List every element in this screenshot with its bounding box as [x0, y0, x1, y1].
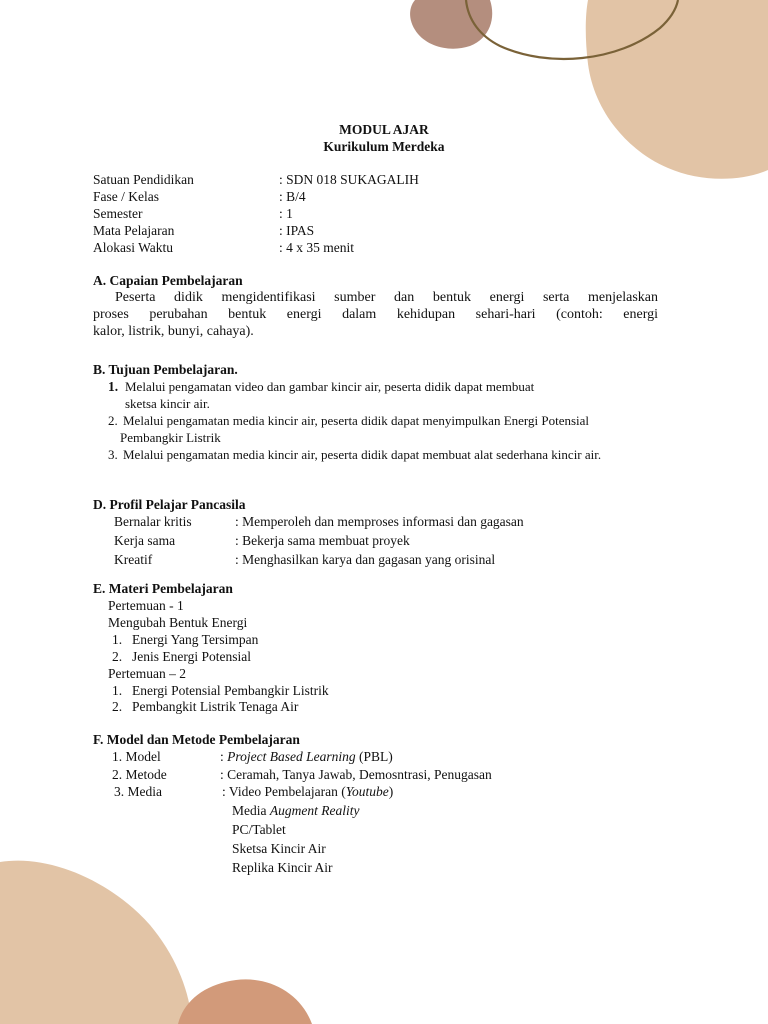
section-a-heading: A. Capaian Pembelajaran — [93, 273, 243, 288]
identity-value: : B/4 — [279, 189, 306, 204]
media-item — [232, 802, 359, 819]
identity-value: : IPAS — [279, 223, 315, 238]
section-d-heading: D. Profil Pelajar Pancasila — [93, 497, 246, 512]
media-prefix: : Video Pembelajaran ( — [222, 784, 346, 799]
identity-label: Satuan Pendidikan — [93, 172, 194, 187]
media-youtube: Youtube — [345, 784, 389, 799]
identity-label: Mata Pelajaran — [93, 223, 175, 238]
list-item-text: Jenis Energi Potensial — [132, 649, 251, 664]
list-number: 1. — [112, 632, 123, 647]
list-number: 1. — [112, 683, 123, 698]
model-label: 1. Model — [112, 749, 161, 764]
model-name: Project Based Learning — [227, 749, 356, 764]
list-item-text: Energi Yang Tersimpan — [132, 632, 259, 647]
media-item: Sketsa Kincir Air — [232, 841, 326, 856]
identity-value: : 4 x 35 menit — [279, 240, 354, 255]
model-value — [220, 748, 393, 765]
list-number: 1. — [108, 379, 119, 394]
identity-label: Alokasi Waktu — [93, 240, 174, 255]
section-b-heading: B. Tujuan Pembelajaran. — [93, 362, 238, 377]
media-label: 3. Media — [114, 784, 162, 799]
meeting-label: Pertemuan - 1 — [108, 598, 184, 613]
media-suffix: ) — [388, 784, 394, 799]
list-number: 2. — [108, 413, 118, 428]
profile-value: : Memperoleh dan memproses informasi dan gagasan — [235, 514, 524, 529]
identity-label: Semester — [93, 206, 143, 221]
media-value — [222, 783, 393, 800]
model-colon: : — [220, 749, 228, 764]
metode-label: 2. Metode — [112, 767, 167, 782]
list-item-text: sketsa kincir air. — [125, 396, 210, 411]
list-number: 2. — [112, 699, 123, 714]
section-a-line: proses perubahan bentuk energi dalam kehidupan sehari-hari (contoh: energi — [93, 307, 658, 322]
media-item: PC/Tablet — [232, 822, 286, 837]
profile-label: Bernalar kritis — [114, 514, 192, 529]
document-title: MODUL AJAR — [339, 122, 429, 137]
list-item-text: Melalui pengamatan media kincir air, peserta didik dapat membuat alat sederhana kincir air. — [123, 447, 602, 462]
meeting-label: Pertemuan – 2 — [108, 666, 186, 681]
profile-label: Kreatif — [114, 552, 153, 567]
section-e-heading: E. Materi Pembelajaran — [93, 581, 233, 596]
section-a-line: kalor, listrik, bunyi, cahaya). — [93, 324, 254, 339]
metode-value: : Ceramah, Tanya Jawab, Demosntrasi, Penugasan — [220, 767, 492, 782]
list-item-text: Melalui pengamatan media kincir air, peserta didik dapat menyimpulkan Energi Potensial — [123, 413, 590, 428]
list-item-text: Pembangkit Listrik Tenaga Air — [132, 699, 299, 714]
list-item-text: Energi Potensial Pembangkir Listrik — [132, 683, 329, 698]
list-number: 2. — [112, 649, 123, 664]
profile-value: : Menghasilkan karya dan gagasan yang orisinal — [235, 552, 496, 567]
profile-value: : Bekerja sama membuat proyek — [235, 533, 410, 548]
profile-label: Kerja sama — [114, 533, 176, 548]
identity-value: : SDN 018 SUKAGALIH — [279, 172, 419, 187]
list-item-text: Pembangkir Listrik — [120, 430, 221, 445]
topic-label: Mengubah Bentuk Energi — [108, 615, 248, 630]
section-a-line: Peserta didik mengidentifikasi sumber dan bentuk energi serta menjelaskan — [115, 290, 658, 305]
identity-label: Fase / Kelas — [93, 189, 159, 204]
section-f-heading: F. Model dan Metode Pembelajaran — [93, 732, 300, 747]
identity-value: : 1 — [279, 206, 293, 221]
document-subtitle: Kurikulum Merdeka — [323, 139, 445, 154]
model-abbrev: (PBL) — [355, 749, 393, 764]
list-item-text: Melalui pengamatan video dan gambar kincir air, peserta didik dapat membuat — [125, 379, 535, 394]
media-ar-name: Augment Reality — [269, 803, 360, 818]
list-number: 3. — [108, 447, 118, 462]
media-item: Replika Kincir Air — [232, 860, 333, 875]
media-ar-prefix: Media — [232, 803, 270, 818]
